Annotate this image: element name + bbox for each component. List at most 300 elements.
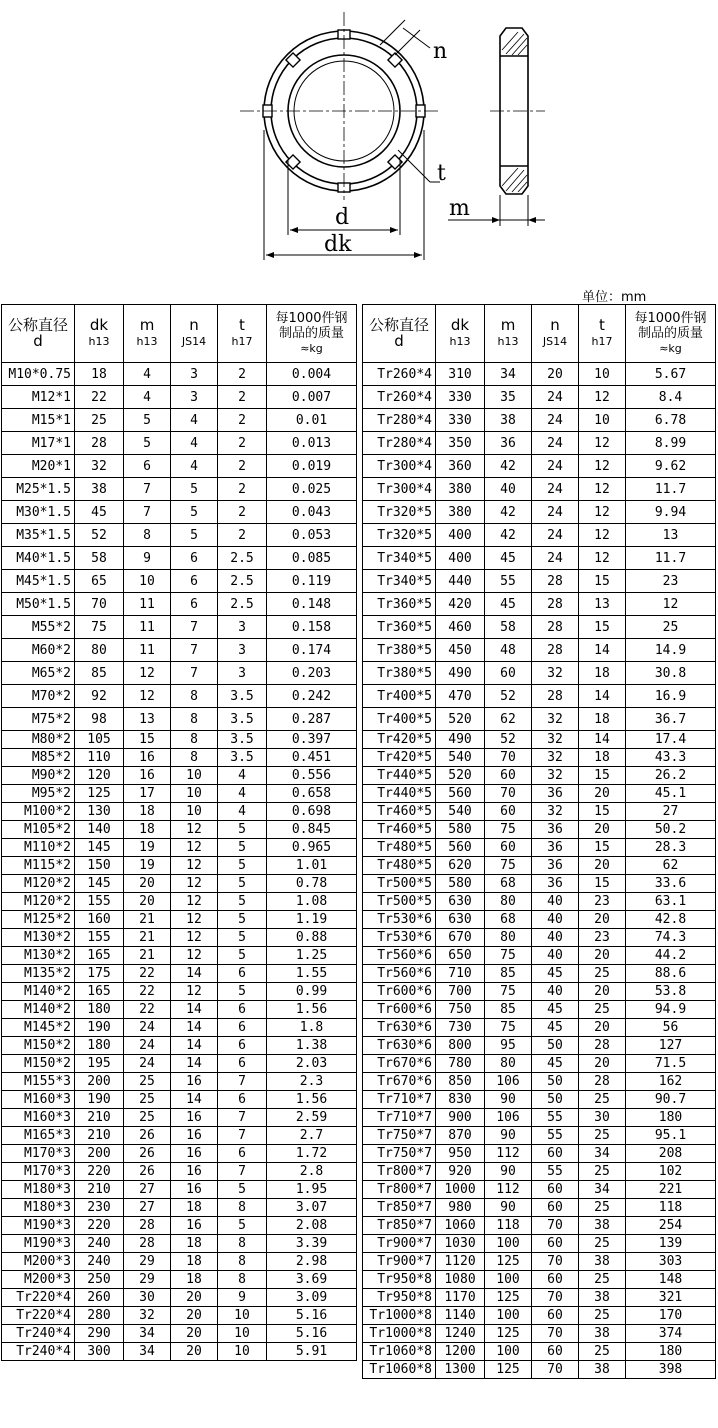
cell-mass: 321 [626, 1289, 716, 1307]
cell-n: 36 [532, 857, 579, 875]
cell-n: 18 [171, 1235, 218, 1253]
cell-thread: Tr950*8 [363, 1271, 436, 1289]
cell-n: 3 [171, 363, 218, 386]
table-row [2, 1091, 357, 1109]
table-row [2, 1127, 357, 1145]
cell-t: 3 [218, 662, 267, 685]
cell-n: 24 [532, 547, 579, 570]
table-row [363, 501, 716, 524]
cell-m: 16 [124, 767, 171, 785]
cell-thread: Tr950*8 [363, 1289, 436, 1307]
cell-t: 38 [579, 1325, 626, 1343]
cell-n: 8 [171, 708, 218, 731]
cell-n: 14 [171, 1055, 218, 1073]
table-row [363, 911, 716, 929]
cell-t: 20 [579, 1019, 626, 1037]
cell-t: 18 [579, 662, 626, 685]
cell-thread: Tr360*5 [363, 616, 436, 639]
cell-thread: M20*1 [2, 455, 75, 478]
cell-thread: M190*3 [2, 1235, 75, 1253]
label-n: n [433, 39, 448, 64]
cell-mass: 1.8 [267, 1019, 357, 1037]
cell-m: 26 [124, 1127, 171, 1145]
cell-t: 12 [579, 432, 626, 455]
table-row [363, 947, 716, 965]
cell-m: 52 [485, 731, 532, 749]
cell-dk: 1140 [436, 1307, 485, 1325]
cell-n: 14 [171, 1091, 218, 1109]
cell-m: 90 [485, 1091, 532, 1109]
header-row [363, 305, 716, 363]
table-row [363, 929, 716, 947]
cell-dk: 200 [75, 1145, 124, 1163]
cell-t: 13 [579, 593, 626, 616]
cell-t: 25 [579, 1343, 626, 1361]
cell-m: 8 [124, 524, 171, 547]
cell-m: 48 [485, 639, 532, 662]
table-row [2, 432, 357, 455]
cell-t: 12 [579, 478, 626, 501]
table-row [2, 1235, 357, 1253]
cell-dk: 190 [75, 1091, 124, 1109]
cell-n: 16 [171, 1145, 218, 1163]
cell-t: 38 [579, 1253, 626, 1271]
cell-thread: Tr750*7 [363, 1127, 436, 1145]
cell-thread: M140*2 [2, 1001, 75, 1019]
cell-thread: M150*2 [2, 1055, 75, 1073]
cell-n: 3 [171, 386, 218, 409]
table-body-left [2, 363, 357, 1361]
table-row [363, 1361, 716, 1379]
cell-thread: Tr710*7 [363, 1091, 436, 1109]
cell-mass: 0.658 [267, 785, 357, 803]
label-t: t [437, 161, 446, 186]
cell-mass: 0.004 [267, 363, 357, 386]
cell-t: 15 [579, 570, 626, 593]
cell-t: 10 [218, 1307, 267, 1325]
cell-m: 90 [485, 1127, 532, 1145]
cell-thread: M145*2 [2, 1019, 75, 1037]
cell-dk: 175 [75, 965, 124, 983]
cell-n: 5 [171, 478, 218, 501]
cell-dk: 540 [436, 749, 485, 767]
cell-m: 112 [485, 1181, 532, 1199]
cell-m: 90 [485, 1199, 532, 1217]
cell-dk: 210 [75, 1109, 124, 1127]
cell-dk: 670 [436, 929, 485, 947]
cell-t: 38 [579, 1289, 626, 1307]
cell-n: 16 [171, 1073, 218, 1091]
table-row [363, 662, 716, 685]
cell-mass: 0.451 [267, 749, 357, 767]
cell-m: 15 [124, 731, 171, 749]
table-row [2, 947, 357, 965]
table-row [2, 1325, 357, 1343]
cell-mass: 118 [626, 1199, 716, 1217]
cell-thread: Tr900*7 [363, 1235, 436, 1253]
cell-dk: 160 [75, 911, 124, 929]
cell-thread: Tr460*5 [363, 821, 436, 839]
cell-n: 5 [171, 501, 218, 524]
cell-thread: M190*3 [2, 1217, 75, 1235]
table-row [363, 1217, 716, 1235]
table-row [363, 1019, 716, 1037]
cell-n: 12 [171, 893, 218, 911]
cell-n: 12 [171, 929, 218, 947]
cell-thread: M140*2 [2, 983, 75, 1001]
table-row [363, 785, 716, 803]
cell-thread: M60*2 [2, 639, 75, 662]
cell-t: 15 [579, 767, 626, 785]
cell-t: 7 [218, 1109, 267, 1127]
cell-n: 4 [171, 409, 218, 432]
cell-thread: M65*2 [2, 662, 75, 685]
cell-t: 12 [579, 547, 626, 570]
cell-n: 20 [171, 1307, 218, 1325]
cell-n: 5 [171, 524, 218, 547]
cell-n: 50 [532, 1091, 579, 1109]
cell-dk: 28 [75, 432, 124, 455]
table-row [2, 478, 357, 501]
cell-mass: 0.845 [267, 821, 357, 839]
cell-mass: 43.3 [626, 749, 716, 767]
cell-thread: M75*2 [2, 708, 75, 731]
cell-dk: 140 [75, 821, 124, 839]
cell-dk: 580 [436, 875, 485, 893]
cell-mass: 71.5 [626, 1055, 716, 1073]
cell-thread: M105*2 [2, 821, 75, 839]
cell-m: 12 [124, 685, 171, 708]
cell-m: 36 [485, 432, 532, 455]
cell-n: 45 [532, 1055, 579, 1073]
cell-t: 15 [579, 875, 626, 893]
cell-t: 20 [579, 821, 626, 839]
cell-t: 5 [218, 857, 267, 875]
cell-dk: 25 [75, 409, 124, 432]
cell-m: 19 [124, 857, 171, 875]
cell-mass: 0.01 [267, 409, 357, 432]
table-row [363, 1343, 716, 1361]
cell-n: 45 [532, 1019, 579, 1037]
cell-t: 10 [579, 409, 626, 432]
cell-m: 70 [485, 749, 532, 767]
cell-mass: 254 [626, 1217, 716, 1235]
cell-mass: 1.01 [267, 857, 357, 875]
cell-mass: 45.1 [626, 785, 716, 803]
cell-mass: 74.3 [626, 929, 716, 947]
cell-mass: 1.56 [267, 1091, 357, 1109]
table-row [2, 1343, 357, 1361]
cell-dk: 710 [436, 965, 485, 983]
cell-m: 17 [124, 785, 171, 803]
cell-m: 45 [485, 593, 532, 616]
cell-dk: 900 [436, 1109, 485, 1127]
cell-thread: M10*0.75 [2, 363, 75, 386]
spec-table-right [362, 304, 716, 1379]
cell-t: 3.5 [218, 749, 267, 767]
cell-m: 11 [124, 593, 171, 616]
cell-thread: M30*1.5 [2, 501, 75, 524]
cell-t: 12 [579, 455, 626, 478]
cell-n: 55 [532, 1109, 579, 1127]
table-row [2, 409, 357, 432]
table-row [2, 662, 357, 685]
cell-n: 50 [532, 1037, 579, 1055]
cell-m: 30 [124, 1289, 171, 1307]
header-n: n JS14 [532, 305, 579, 363]
cell-thread: Tr220*4 [2, 1307, 75, 1325]
cell-n: 20 [532, 363, 579, 386]
table-row [2, 857, 357, 875]
table-header [2, 305, 357, 363]
cell-n: 16 [171, 1217, 218, 1235]
cell-mass: 17.4 [626, 731, 716, 749]
cell-n: 24 [532, 386, 579, 409]
cell-thread: M70*2 [2, 685, 75, 708]
cell-m: 60 [485, 839, 532, 857]
table-row [2, 911, 357, 929]
cell-n: 12 [171, 911, 218, 929]
cell-thread: M160*3 [2, 1091, 75, 1109]
cell-mass: 23 [626, 570, 716, 593]
table-row [2, 501, 357, 524]
cell-mass: 9.94 [626, 501, 716, 524]
cell-thread: M35*1.5 [2, 524, 75, 547]
cell-thread: Tr710*7 [363, 1109, 436, 1127]
table-row [2, 1163, 357, 1181]
cell-t: 5 [218, 893, 267, 911]
cell-mass: 0.148 [267, 593, 357, 616]
cell-mass: 0.242 [267, 685, 357, 708]
header-mass: 每1000件钢 制品的质量 ≈kg [626, 305, 716, 363]
cell-dk: 85 [75, 662, 124, 685]
header-t: t h17 [218, 305, 267, 363]
cell-t: 7 [218, 1163, 267, 1181]
cell-dk: 620 [436, 857, 485, 875]
cell-m: 106 [485, 1073, 532, 1091]
cell-thread: Tr630*6 [363, 1037, 436, 1055]
cell-n: 12 [171, 875, 218, 893]
cell-t: 38 [579, 1361, 626, 1379]
cell-t: 20 [579, 947, 626, 965]
cell-t: 5 [218, 821, 267, 839]
cell-m: 34 [124, 1325, 171, 1343]
cell-dk: 470 [436, 685, 485, 708]
cell-m: 60 [485, 662, 532, 685]
cell-thread: Tr800*7 [363, 1181, 436, 1199]
table-row [363, 1055, 716, 1073]
cell-m: 70 [485, 785, 532, 803]
header-m: m h13 [124, 305, 171, 363]
cell-mass: 0.397 [267, 731, 357, 749]
cell-dk: 195 [75, 1055, 124, 1073]
cell-dk: 1080 [436, 1271, 485, 1289]
cell-n: 24 [532, 409, 579, 432]
table-row [2, 1019, 357, 1037]
cell-dk: 155 [75, 893, 124, 911]
cell-t: 14 [579, 685, 626, 708]
cell-n: 50 [532, 1073, 579, 1091]
cell-t: 6 [218, 1055, 267, 1073]
cell-dk: 1240 [436, 1325, 485, 1343]
cell-t: 18 [579, 708, 626, 731]
cell-t: 34 [579, 1181, 626, 1199]
cell-mass: 5.16 [267, 1325, 357, 1343]
cell-m: 118 [485, 1217, 532, 1235]
cell-thread: Tr340*5 [363, 570, 436, 593]
cell-m: 29 [124, 1271, 171, 1289]
cell-dk: 560 [436, 839, 485, 857]
table-row [2, 1145, 357, 1163]
cell-mass: 90.7 [626, 1091, 716, 1109]
table-row [363, 767, 716, 785]
cell-mass: 0.88 [267, 929, 357, 947]
table-row [363, 1307, 716, 1325]
table-row [2, 1073, 357, 1091]
cell-mass: 0.698 [267, 803, 357, 821]
cell-t: 25 [579, 1199, 626, 1217]
header-row [2, 305, 357, 363]
cell-t: 2 [218, 501, 267, 524]
cell-m: 75 [485, 947, 532, 965]
cell-mass: 0.174 [267, 639, 357, 662]
cell-dk: 730 [436, 1019, 485, 1037]
cell-mass: 14.9 [626, 639, 716, 662]
cell-n: 10 [171, 767, 218, 785]
cell-n: 40 [532, 929, 579, 947]
cell-mass: 0.013 [267, 432, 357, 455]
cell-m: 35 [485, 386, 532, 409]
cell-thread: Tr800*7 [363, 1163, 436, 1181]
cell-mass: 5.91 [267, 1343, 357, 1361]
cell-dk: 58 [75, 547, 124, 570]
table-row [2, 965, 357, 983]
cell-m: 13 [124, 708, 171, 731]
cell-thread: M90*2 [2, 767, 75, 785]
cell-n: 24 [532, 432, 579, 455]
cell-dk: 120 [75, 767, 124, 785]
cell-dk: 75 [75, 616, 124, 639]
cell-mass: 50.2 [626, 821, 716, 839]
cell-t: 20 [579, 857, 626, 875]
table-row [2, 1289, 357, 1307]
table-row [2, 1199, 357, 1217]
cell-t: 4 [218, 803, 267, 821]
table-row [363, 857, 716, 875]
cell-m: 60 [485, 803, 532, 821]
cell-dk: 145 [75, 875, 124, 893]
cell-m: 68 [485, 875, 532, 893]
cell-n: 7 [171, 662, 218, 685]
cell-thread: Tr750*7 [363, 1145, 436, 1163]
cell-mass: 0.085 [267, 547, 357, 570]
cell-m: 25 [124, 1091, 171, 1109]
cell-n: 28 [532, 593, 579, 616]
cell-dk: 65 [75, 570, 124, 593]
cell-t: 5 [218, 983, 267, 1001]
cell-mass: 28.3 [626, 839, 716, 857]
cell-mass: 95.1 [626, 1127, 716, 1145]
table-row [2, 1181, 357, 1199]
cell-n: 70 [532, 1361, 579, 1379]
cell-dk: 165 [75, 947, 124, 965]
table-row [2, 983, 357, 1001]
cell-dk: 950 [436, 1145, 485, 1163]
cell-n: 32 [532, 708, 579, 731]
cell-m: 22 [124, 1001, 171, 1019]
cell-t: 2 [218, 432, 267, 455]
cell-m: 125 [485, 1325, 532, 1343]
cell-n: 32 [532, 662, 579, 685]
cell-t: 5 [218, 1181, 267, 1199]
cell-mass: 88.6 [626, 965, 716, 983]
cell-thread: Tr1000*8 [363, 1325, 436, 1343]
table-header [363, 305, 716, 363]
cell-t: 28 [579, 1037, 626, 1055]
cell-m: 112 [485, 1145, 532, 1163]
header-m: m h13 [485, 305, 532, 363]
table-row [363, 1289, 716, 1307]
cell-mass: 0.007 [267, 386, 357, 409]
cell-dk: 220 [75, 1163, 124, 1181]
cell-dk: 540 [436, 803, 485, 821]
cell-mass: 1.38 [267, 1037, 357, 1055]
cell-thread: M55*2 [2, 616, 75, 639]
cell-n: 14 [171, 965, 218, 983]
cell-dk: 800 [436, 1037, 485, 1055]
cell-mass: 0.119 [267, 570, 357, 593]
cell-mass: 5.67 [626, 363, 716, 386]
cell-thread: M110*2 [2, 839, 75, 857]
cell-m: 85 [485, 965, 532, 983]
cell-t: 8 [218, 1199, 267, 1217]
table-row [2, 639, 357, 662]
cell-n: 60 [532, 1343, 579, 1361]
header-nominal-diameter: 公称直径 d [363, 305, 436, 363]
cell-m: 24 [124, 1019, 171, 1037]
cell-n: 6 [171, 547, 218, 570]
table-row [2, 893, 357, 911]
cell-m: 125 [485, 1361, 532, 1379]
table-row [2, 803, 357, 821]
cell-dk: 400 [436, 547, 485, 570]
table-row [2, 839, 357, 857]
cell-dk: 230 [75, 1199, 124, 1217]
header-dk: dk h13 [75, 305, 124, 363]
cell-m: 100 [485, 1307, 532, 1325]
cell-thread: M200*3 [2, 1253, 75, 1271]
cell-t: 5 [218, 875, 267, 893]
cell-thread: Tr560*6 [363, 965, 436, 983]
cell-m: 27 [124, 1199, 171, 1217]
cell-thread: Tr600*6 [363, 983, 436, 1001]
cell-m: 90 [485, 1163, 532, 1181]
cell-dk: 520 [436, 767, 485, 785]
cell-t: 5 [218, 1217, 267, 1235]
cell-m: 27 [124, 1181, 171, 1199]
cell-thread: Tr400*5 [363, 685, 436, 708]
cell-t: 12 [579, 524, 626, 547]
table-row [363, 708, 716, 731]
cell-t: 4 [218, 785, 267, 803]
cell-m: 21 [124, 947, 171, 965]
table-row [363, 749, 716, 767]
cell-n: 60 [532, 1199, 579, 1217]
cell-n: 60 [532, 1307, 579, 1325]
cell-dk: 650 [436, 947, 485, 965]
cell-mass: 3.69 [267, 1271, 357, 1289]
cell-mass: 94.9 [626, 1001, 716, 1019]
